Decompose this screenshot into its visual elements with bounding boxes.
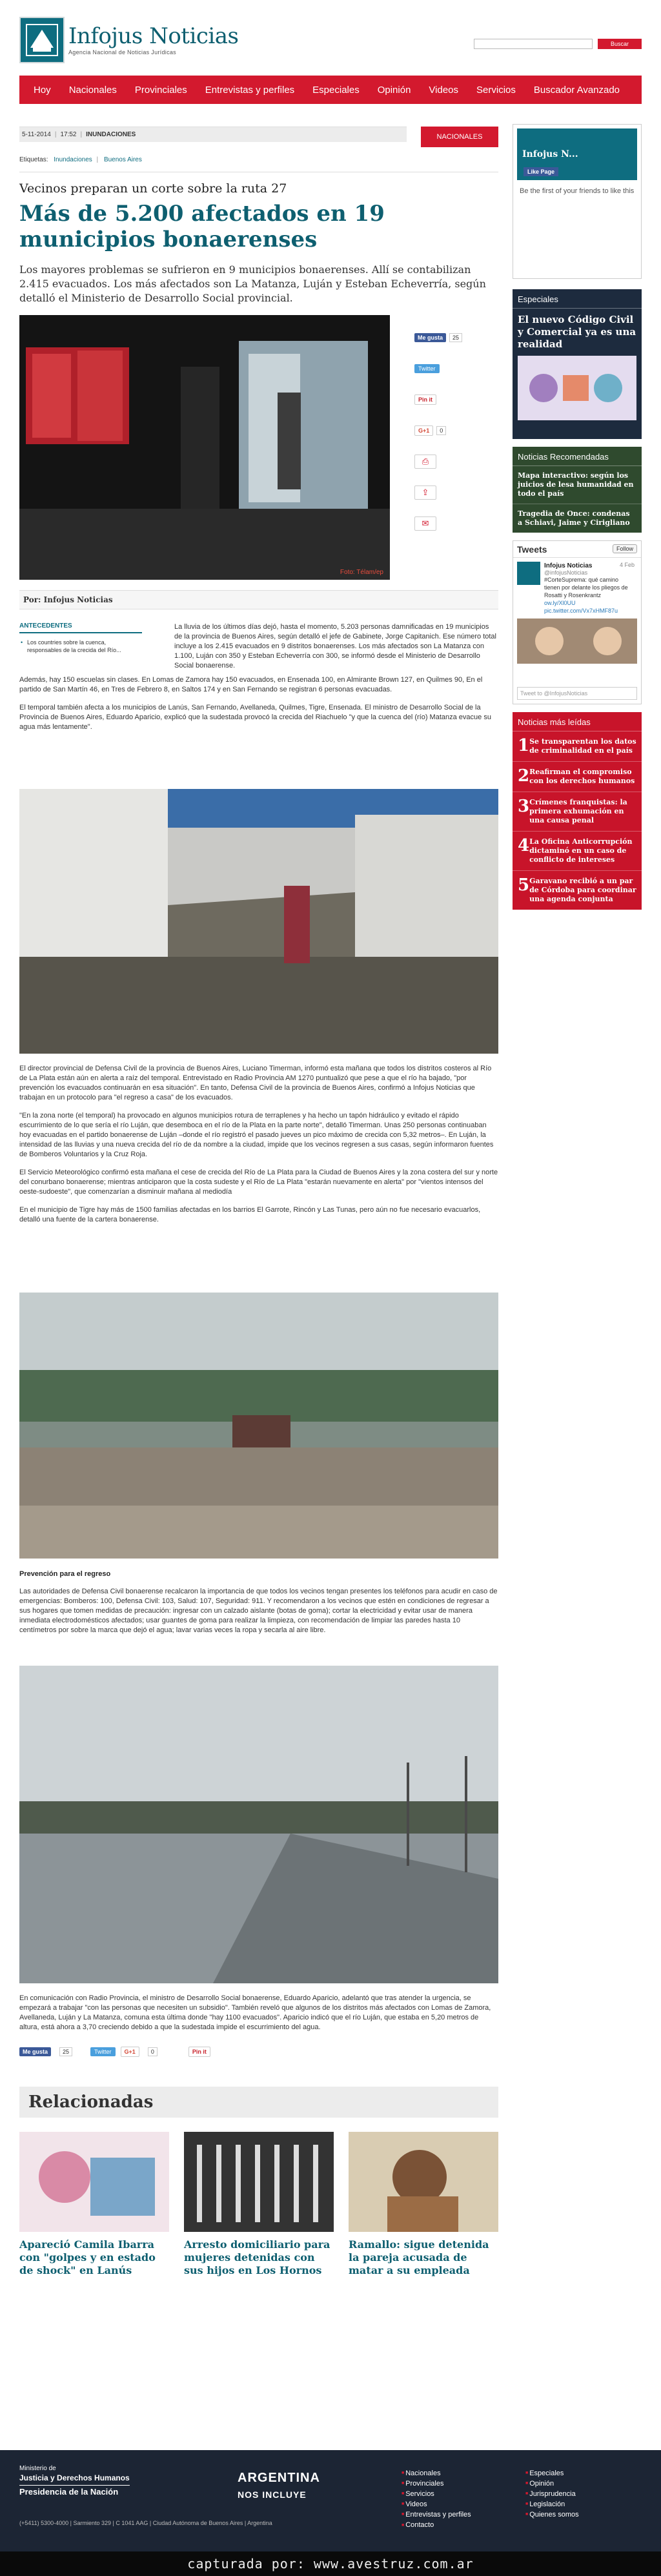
googleplus-count: 0 <box>148 2047 158 2056</box>
related-title[interactable]: Arresto domiciliario para mujeres detenidas con sus hijos en Los Hornos <box>184 2238 330 2276</box>
flooded-field-photo <box>19 1293 498 1559</box>
tweet-image <box>517 618 637 664</box>
pinterest-button[interactable]: Pin it <box>414 394 436 405</box>
footer-address: (+5411) 5300-4000 | Sarmiento 329 | C 1041 AAG | Ciudad Autónoma de Buenos Aires | Argentina <box>19 2520 272 2526</box>
argentina-logo <box>238 2469 320 2503</box>
mas-leidas-header: Noticias más leídas <box>513 712 642 731</box>
article-date: 5-11-2014 <box>22 131 51 138</box>
bottom-share-bar <box>19 2047 210 2057</box>
mas-leida-title[interactable]: Se transparentan los datos de criminalidad en el país <box>529 737 636 755</box>
ministry-line3: Presidencia de la Nación <box>19 2485 130 2497</box>
paragraph: En comunicación con Radio Provincia, el ministro de Desarrollo Social bonaerense, Eduardo Aparicio, adelantó que tras atender la urgencia, se empezará a trabajar "con las personas que necesiten un subsidio". También reveló que algunos de los distritos más afectados con Lomas de Zamora, Avellaneda, Luján y La Matanza, comuna esta última donde "hay 1100 evacuados". Aparicio indicó que el río Luján, que estaba en 5,20 metros de altura, está ahora a 3,70 creciendo debido a que la sudestada impide el escurrimiento del agua. <box>19 1994 491 2031</box>
paragraph: El Servicio Meteorológico confirmó esta mañana el cese de crecida del Río de La Plata para la Ciudad de Buenos Aires y la zona costera del sur y norte del conurbano bonaerense; mientras anticiparon que la costa sudeste y el Río de La Plata "estarán nuevamente en alerta" por "vientos intensos del oeste-sudoeste", que comenzarían a disminuir mañana al mediodía <box>19 1169 498 1196</box>
mas-leida-item[interactable]: 3 Crímenes franquistas: la primera exhumación en una causa penal <box>513 792 642 832</box>
tweet-text: #CorteSuprema: qué camino tienen por delante los pliegos de Rosatti y Rosenkrantz <box>544 577 628 598</box>
related-title[interactable]: Apareció Camila Ibarra con "golpes y en estado de shock" en Lanús <box>19 2238 156 2276</box>
googleplus-count: 0 <box>436 426 446 435</box>
mas-leida-title[interactable]: La Oficina Anticorrupción dictaminó en un caso de conflicto de intereses <box>529 837 633 864</box>
tweet-link[interactable]: pic.twitter.com/Vx7xHMF87u <box>544 608 618 614</box>
share-bar <box>414 328 498 545</box>
mas-leida-title[interactable]: Crímenes franquistas: la primera exhumación en una causa penal <box>529 798 627 824</box>
nav-especiales[interactable]: Especiales <box>312 84 360 96</box>
related-list <box>19 2132 498 2277</box>
antecedentes-box <box>19 622 142 654</box>
footer-link[interactable]: ■ Videos <box>402 2499 471 2510</box>
related-thumbnail <box>184 2132 334 2232</box>
related-item[interactable] <box>349 2132 498 2277</box>
nav-opinion[interactable]: Opinión <box>377 84 411 96</box>
tweets-header: Tweets <box>517 544 547 555</box>
paragraph: En el municipio de Tigre hay más de 1500 familias afectadas en los barrios El Garrote, Rincón y Las Tunas, pero aún no fue necesario evacuarlos, detalló una fuente de la cartera bonaerense. <box>19 1206 481 1223</box>
tweet-author[interactable]: Infojus Noticias <box>544 562 593 569</box>
search-input[interactable] <box>474 39 593 49</box>
ministry-line2: Justicia y Derechos Humanos <box>19 2473 130 2482</box>
facebook-page-text: Be the first of your friends to like this <box>520 187 635 195</box>
nav-hoy[interactable]: Hoy <box>34 84 51 96</box>
related-title[interactable]: Ramallo: sigue detenida la pareja acusada de matar a su empleada <box>349 2238 489 2276</box>
footer-links-col1 <box>402 2468 471 2531</box>
especiales-header: Especiales <box>513 289 642 309</box>
recomendadas-block <box>513 447 642 533</box>
antecedentes-link[interactable]: • Los countries sobre la cuenca, responsables de la crecida del Río... <box>19 639 142 654</box>
share-icon[interactable]: ⇪ <box>414 486 436 500</box>
tweet-link[interactable]: ow.ly/Xl0UU <box>544 600 576 606</box>
flooded-alley-photo <box>19 789 498 1054</box>
tags: Etiquetas: Inundaciones | Buenos Aires <box>19 156 142 163</box>
footer-link[interactable]: ■ Jurisprudencia <box>525 2489 579 2499</box>
pinterest-button[interactable]: Pin it <box>188 2047 210 2057</box>
mas-leida-title[interactable]: Reafirman el compromiso con los derechos humanos <box>529 768 635 785</box>
article-section[interactable]: INUNDACIONES <box>86 131 136 138</box>
print-icon[interactable]: ⎙ <box>414 455 436 469</box>
facebook-page-widget <box>513 124 642 279</box>
mas-leida-item[interactable]: 4 La Oficina Anticorrupción dictaminó en un caso de conflicto de intereses <box>513 832 642 871</box>
main-nav <box>19 76 642 104</box>
twitter-avatar <box>517 562 540 585</box>
related-header: Relacionadas <box>19 2087 498 2118</box>
facebook-like-page-button[interactable]: Like Page <box>524 167 558 176</box>
related-thumbnail <box>349 2132 498 2232</box>
nav-videos[interactable]: Videos <box>429 84 459 96</box>
article-main-photo <box>19 315 390 580</box>
facebook-like-button[interactable]: Me gusta <box>414 333 446 342</box>
nav-provinciales[interactable]: Provinciales <box>134 84 187 96</box>
mas-leida-title[interactable]: Garavano recibió a un par de Córdoba para coordinar una agenda conjunta <box>529 877 636 903</box>
paragraph: Además, hay 150 escuelas sin clases. En Lomas de Zamora hay 150 evacuados, en Ensenada 100, en Almirante Brown 127, en Quilmes 90, En el partido de San Martín 46, en Tres de Febrero 8, en Saltos 174 y en San Fernando se registran 6 personas evacuadas. <box>19 676 483 693</box>
flooded-highway-photo <box>19 1666 498 1983</box>
ministry-line1: Ministerio de <box>19 2465 56 2472</box>
facebook-like-count: 25 <box>59 2047 72 2056</box>
flooded-room-photo <box>19 315 390 580</box>
nav-buscador[interactable]: Buscador Avanzado <box>533 84 620 96</box>
capture-watermark: capturada por: www.avestruz.com.ar <box>0 2551 661 2576</box>
mas-leida-item[interactable]: 5 Garavano recibió a un par de Córdoba para coordinar una agenda conjunta <box>518 875 636 903</box>
photo-credit: Foto: Télam/ep <box>340 569 383 576</box>
ministry-logo[interactable] <box>19 2464 130 2497</box>
nav-nacionales[interactable]: Nacionales <box>68 84 117 96</box>
nav-entrevistas[interactable]: Entrevistas y perfiles <box>205 84 295 96</box>
email-icon[interactable]: ✉ <box>414 516 436 531</box>
footer-link[interactable]: ■ Especiales <box>525 2468 579 2479</box>
twitter-follow-button[interactable]: Follow <box>613 544 637 553</box>
recomendada-item[interactable]: Tragedia de Once: condenas a Schiavi, Jaime y Cirigliano <box>518 509 630 527</box>
logo-subtitle: Agencia Nacional de Noticias Jurídicas <box>68 49 176 56</box>
search-button[interactable]: Buscar <box>598 39 642 49</box>
twitter-button[interactable]: Twitter <box>414 364 440 373</box>
flooded-street-photo <box>19 789 498 1054</box>
footer-links-col2 <box>525 2468 579 2520</box>
article-kicker: Vecinos preparan un corte sobre la ruta 27 <box>19 181 287 196</box>
sidebar <box>513 124 642 910</box>
logo-title: Infojus Noticias <box>68 23 239 49</box>
paragraph: Las autoridades de Defensa Civil bonaerense recalcaron la importancia de que todos los vecinos tengan presentes los teléfonos para acudir en caso de emergencias: Bomberos: 100, Defensa Civil: 103, Salud: 107, Seguridad: 911. Y recomendaron a los vecinos que estén en condiciones de regresar a sus hogares que tomen medidas de precaución: ingresar con un calzado aislante (botas de goma); cortar la electricidad y evitar usar de manera inmediata electrodomésticos afectados; usar guantes de goma para realizar la limpieza, con recomendación de limpiar las paredes hasta 10 centímetros por sobre la marca que dejó el agua; lavar varias veces la ropa y secarla al aire libre. <box>19 1588 498 1634</box>
mas-leidas-block <box>513 712 642 910</box>
nav-servicios[interactable]: Servicios <box>476 84 516 96</box>
tweet-to-input[interactable]: Tweet to @InfojusNoticias <box>517 687 637 700</box>
googleplus-button[interactable]: G+1 <box>414 425 433 436</box>
footer-link[interactable]: ■ Quienes somos <box>525 2510 579 2520</box>
header <box>0 0 661 110</box>
facebook-like-button[interactable]: Me gusta <box>19 2047 51 2056</box>
mas-leida-item[interactable]: 2 Reafirman el compromiso con los derechos humanos <box>513 762 642 792</box>
twitter-widget <box>513 540 642 704</box>
logo-emblem-icon <box>19 17 65 63</box>
tweet-handle[interactable]: @infojusNoticias <box>544 569 588 576</box>
especiales-image <box>518 356 636 420</box>
especiales-title[interactable]: El nuevo Código Civil y Comercial ya es una realidad <box>518 314 636 350</box>
nos-incluye-text: NOS INCLUYE <box>238 2489 307 2500</box>
article-time: 17:52 <box>60 131 77 138</box>
paragraph: "En la zona norte (el temporal) ha provocado en algunos municipios rotura de terraplenes y ha hecho un tapón hidráulico y evitado el rápido escurrimiento de lo que sería el río Luján, que desemboca en el río de la Plata en la parte norte", detalló Timerman. Unas 250 personas continuaban hoy evacuadas en el partido bonaerense de Luján –donde el río registró el pasado jueves un pico máximo de crecida con 5,32 metros–. En Luján, la intensidad de las lluvias y una nueva crecida del río de da nombre a la ciudad, impide que los vecinos regresen a sus casas, según informaron fuentes de Bomberos Voluntarios y la Cruz Roja. <box>19 1112 494 1158</box>
related-item[interactable] <box>184 2132 334 2277</box>
paragraph: El director provincial de Defensa Civil de la provincia de Buenos Aires, Luciano Timerman, informó esta mañana que todos los distritos costeros al Río de La Plata están aún en alerta a raíz del temporal. Entrevistado en Radio Provincia AM 1270 puntualizó que pese a que el río ha bajado, "por prevención los evacuados continuarán en esa situación". En tanto, Defensa Civil de la provincia de Buenos Aires, confirmó a Infojus Noticias que trabajan en un protocolo para "el regreso a casa" de los evacuados. <box>19 1065 492 1101</box>
subheading: Prevención para el regreso <box>19 1570 111 1578</box>
tag-link[interactable]: Inundaciones <box>54 156 92 163</box>
argentina-text: ARGENTINA <box>238 2471 320 2485</box>
footer-link[interactable]: ■ Contacto <box>402 2520 471 2530</box>
tags-label: Etiquetas: <box>19 156 48 163</box>
article-lead: Los mayores problemas se sufrieron en 9 municipios bonaerenses. Allí se contabilizan 2.415 evacuados. Los más afectados son La Matanza, Luján y Esteban Echeverría, según detalló el Ministerio de Desarrollo Social provincial. <box>19 263 486 304</box>
footer-link[interactable]: ■ Nacionales <box>402 2468 471 2479</box>
related-item[interactable] <box>19 2132 169 2277</box>
facebook-page-title[interactable]: Infojus N... <box>522 149 578 159</box>
flooded-road-photo <box>19 1666 498 1983</box>
footer-link[interactable]: ■ Provinciales <box>402 2479 471 2489</box>
paragraph: El temporal también afecta a los municipios de Lanús, San Fernando, Avellaneda, Quilmes, Tigre, Ensenada. El ministro de Desarrollo Social de la Provincia de Buenos Aires, Eduardo Aparicio, explicó que la sudestada provocó la crecida del Riachuelo "y que la cuenca del (río) Matanza evacue su agua más lentamente". <box>19 704 491 731</box>
paragraph: La lluvia de los últimos días dejó, hasta el momento, 5.203 personas damnificadas en 19 municipios de la provincia de Buenos Aires, según detalló el jefe de Gabinete, Jorge Capitanich. Ese número total incluye a los 2.415 evacuados en 9 distritos bonaerenses. Los más afectados son La Matanza con 1.100, Luján con 350 y Esteban Echeverría con 300, se informó desde el Ministerio de Desarrollo Social bonaerense. <box>174 623 496 670</box>
footer-link[interactable]: ■ Servicios <box>402 2489 471 2499</box>
tag-link[interactable]: Buenos Aires <box>103 156 142 163</box>
recomendada-item[interactable]: Mapa interactivo: según los juicios de lesa humanidad en todo el país <box>513 466 642 504</box>
tweet-date: 4 Feb <box>619 562 635 568</box>
footer <box>0 2450 661 2551</box>
googleplus-button[interactable]: G+1 <box>121 2047 139 2057</box>
related-thumbnail <box>19 2132 169 2232</box>
antecedentes-title: ANTECEDENTES <box>19 622 142 633</box>
facebook-like-count: 25 <box>449 333 462 342</box>
article <box>19 124 498 2276</box>
twitter-button[interactable]: Twitter <box>90 2047 116 2056</box>
footer-link[interactable]: ■ Entrevistas y perfiles <box>402 2510 471 2520</box>
recomendadas-header: Noticias Recomendadas <box>513 447 642 466</box>
article-headline: Más de 5.200 afectados en 19 municipios bonaerenses <box>19 201 385 252</box>
article-byline: Por: Infojus Noticias <box>19 590 498 609</box>
footer-link[interactable]: ■ Legislación <box>525 2499 579 2510</box>
breadcrumb: 5-11-2014 | 17:52 | INUNDACIONES <box>19 127 407 142</box>
footer-link[interactable]: ■ Opinión <box>525 2479 579 2489</box>
especiales-block[interactable] <box>513 289 642 439</box>
flooded-fence-photo <box>19 1293 498 1559</box>
logo[interactable] <box>19 17 238 63</box>
mas-leida-item[interactable]: 1 Se transparentan los datos de criminalidad en el país <box>513 731 642 762</box>
section-button-nacionales[interactable]: NACIONALES <box>421 127 498 147</box>
